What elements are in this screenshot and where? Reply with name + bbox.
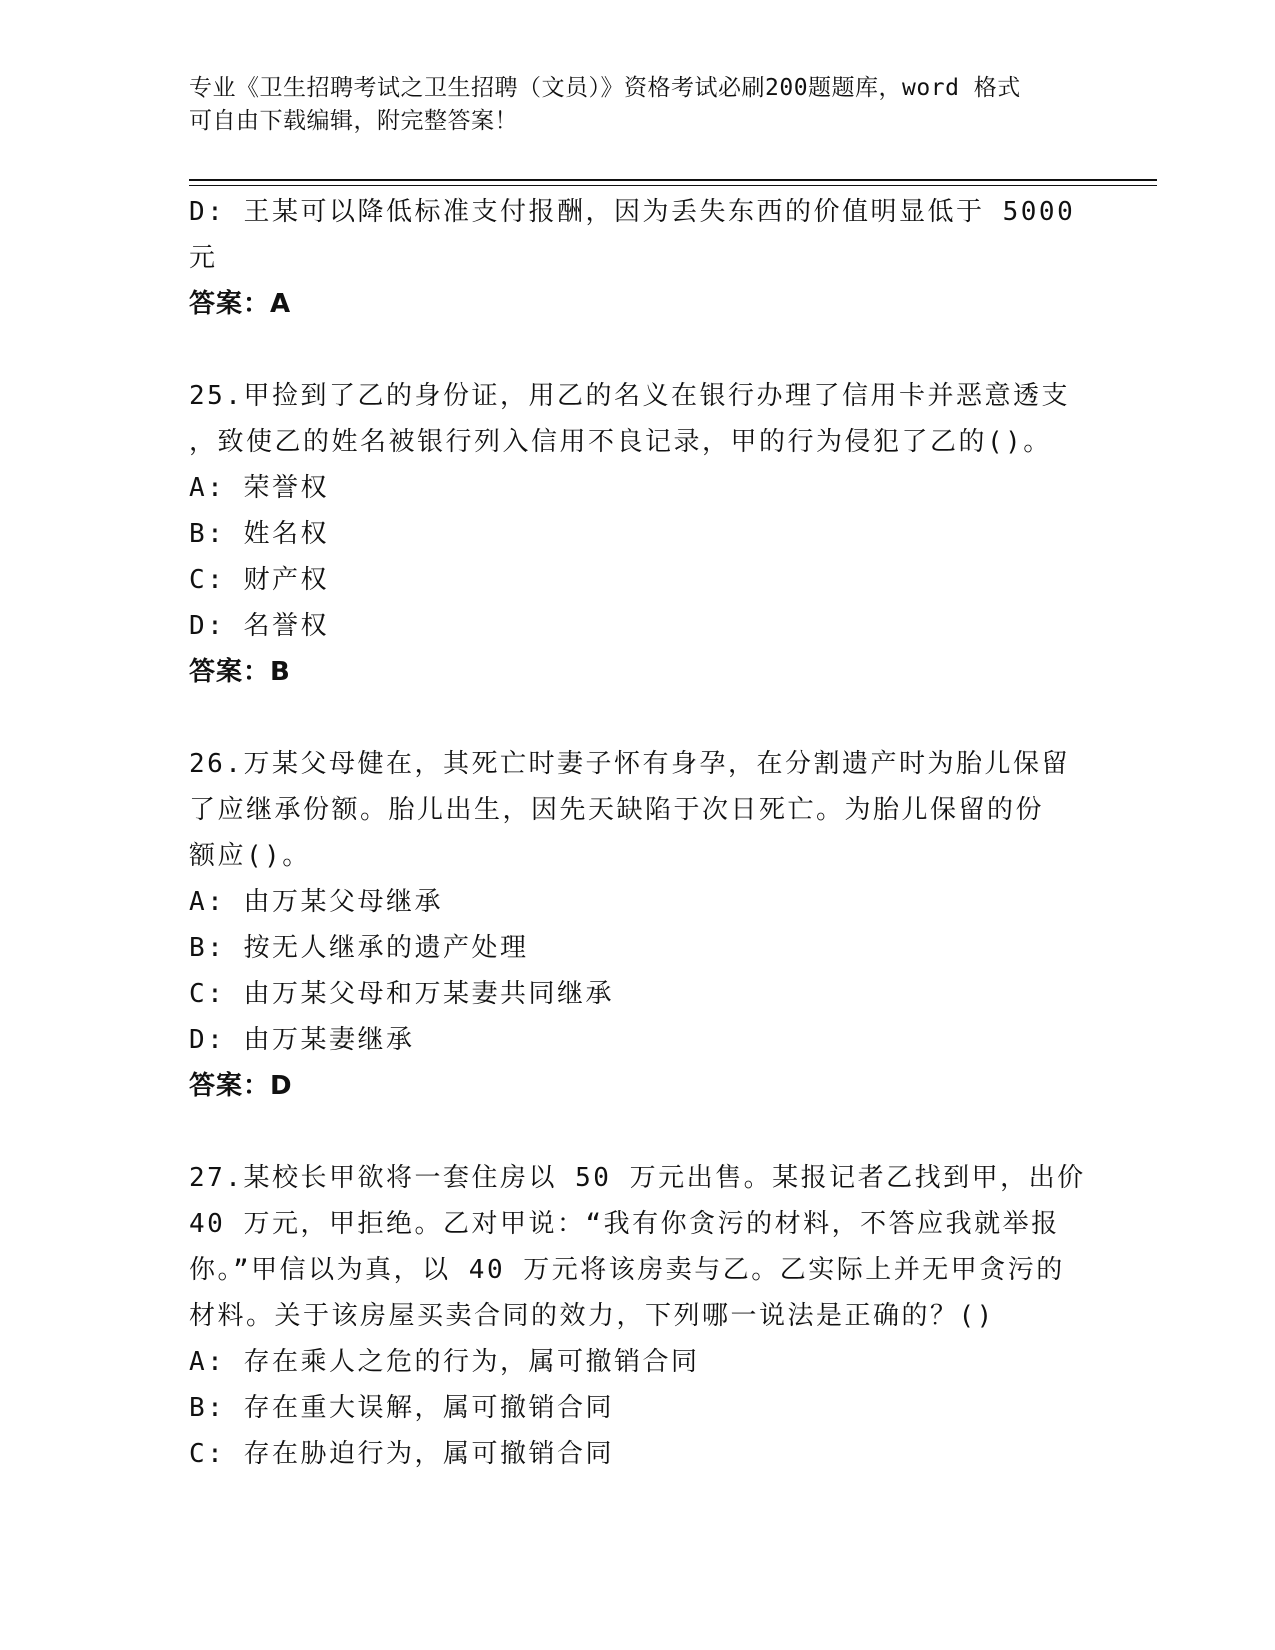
question-stem: 你。”甲信以为真，以 40 万元将该房卖与乙。乙实际上并无甲贪污的	[189, 1255, 1065, 1285]
option-a: A: 存在乘人之危的行为，属可撤销合同	[189, 1347, 700, 1377]
option-c: C: 财产权	[189, 565, 329, 595]
option-b: B: 按无人继承的遗产处理	[189, 933, 529, 963]
header-divider-thin	[189, 185, 1157, 186]
question-26	[189, 741, 1089, 1109]
option-c: C: 由万某父母和万某妻共同继承	[189, 979, 614, 1009]
option-d: D: 王某可以降低标准支付报酬，因为丢失东西的价值明显低于 5000	[189, 197, 1076, 227]
previous-question-tail	[189, 189, 1089, 327]
question-stem: 额应()。	[189, 841, 311, 871]
header-line-1: 专业《卫生招聘考试之卫生招聘（文员）》资格考试必刷200题题库，word 格式	[189, 75, 1021, 101]
option-d: D: 名誉权	[189, 611, 329, 641]
question-list	[189, 189, 1089, 1477]
header-divider-thick	[189, 179, 1157, 181]
option-c: C: 存在胁迫行为，属可撤销合同	[189, 1439, 614, 1469]
question-stem: 27.某校长甲欲将一套住房以 50 万元出售。某报记者乙找到甲，出价	[189, 1163, 1086, 1193]
question-stem: ，致使乙的姓名被银行列入信用不良记录，甲的行为侵犯了乙的()。	[189, 427, 1052, 457]
question-stem: 25.甲捡到了乙的身份证，用乙的名义在银行办理了信用卡并恶意透支	[189, 381, 1070, 411]
question-25	[189, 373, 1089, 695]
option-b: B: 姓名权	[189, 519, 329, 549]
question-stem: 材料。关于该房屋买卖合同的效力，下列哪一说法是正确的？()	[189, 1301, 995, 1331]
header-line-2: 可自由下载编辑，附完整答案！	[189, 108, 518, 134]
document-header	[189, 72, 1089, 138]
answer-label: 答案：A	[189, 289, 292, 319]
option-a: A: 由万某父母继承	[189, 887, 443, 917]
question-27	[189, 1155, 1089, 1477]
answer-label: 答案：B	[189, 657, 291, 687]
option-d-continued: 元	[189, 243, 218, 273]
answer-label: 答案：D	[189, 1071, 293, 1101]
option-b: B: 存在重大误解，属可撤销合同	[189, 1393, 614, 1423]
question-stem: 40 万元，甲拒绝。乙对甲说：“我有你贪污的材料，不答应我就举报	[189, 1209, 1060, 1239]
question-stem: 了应继承份额。胎儿出生，因先天缺陷于次日死亡。为胎儿保留的份	[189, 795, 1045, 825]
question-stem: 26.万某父母健在，其死亡时妻子怀有身孕，在分割遗产时为胎儿保留	[189, 749, 1070, 779]
option-a: A: 荣誉权	[189, 473, 329, 503]
option-d: D: 由万某妻继承	[189, 1025, 415, 1055]
